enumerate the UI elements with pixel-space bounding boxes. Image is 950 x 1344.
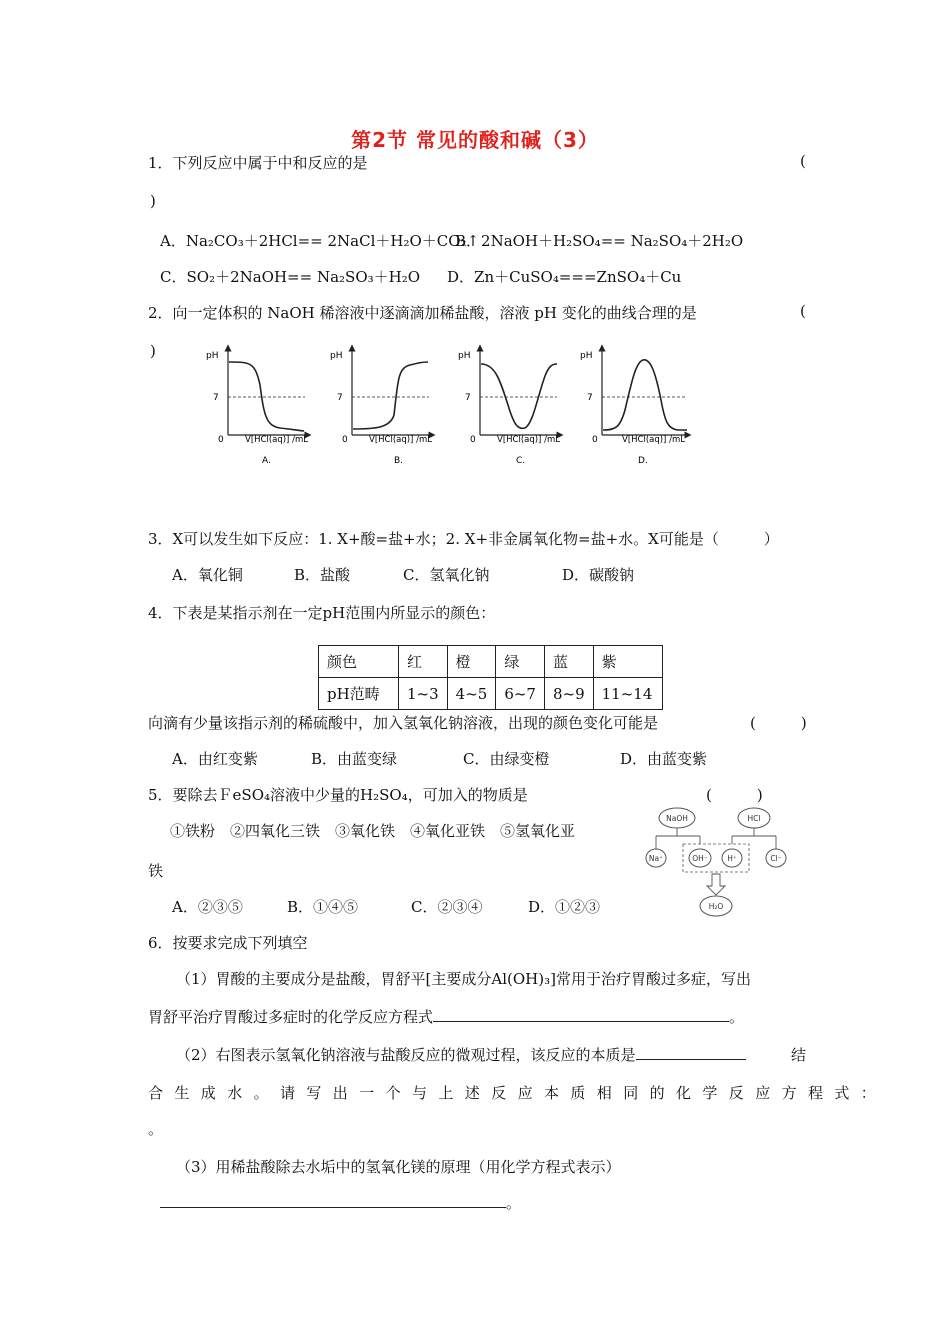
q5-option-c: C．②③④ (411, 898, 483, 916)
q1-option-b: B．2NaOH＋H₂SO₄== Na₂SO₄＋2H₂O (455, 232, 744, 250)
q6-part2-line1 (176, 1044, 746, 1065)
q4-paren: ( ) (750, 714, 807, 732)
down-arrow-icon (707, 874, 725, 895)
q6-part2-line1-end: 结 (791, 1046, 807, 1064)
graph-b-zero: 0 (342, 435, 348, 445)
q4-question: 向滴有少量该指示剂的稀硫酸中，加入氢氧化钠溶液，出现的颜色变化可能是 (148, 714, 659, 732)
graph-d-label: D. (638, 456, 648, 466)
q5-choices-cont: 铁 (148, 862, 164, 880)
h-label: H⁺ (727, 854, 737, 863)
q4-option-b: B．由蓝变绿 (311, 750, 398, 768)
table-cell: 颜色 (319, 646, 399, 678)
graph-d-ylabel: pH (580, 351, 593, 361)
graph-b (330, 348, 432, 466)
table-row (319, 678, 663, 710)
graph-c-xlabel: V[HCl(aq)] /mL (497, 435, 560, 445)
q1-stem: 1．下列反应中属于中和反应的是 (148, 154, 368, 172)
q5-option-a: A．②③⑤ (172, 898, 243, 916)
graph-b-ylabel: pH (330, 351, 343, 361)
q1-option-a: A．Na₂CO₃＋2HCl== 2NaCl＋H₂O＋CO₂↑ (160, 232, 480, 250)
q6-part1-end: 。 (729, 1008, 745, 1026)
q2-paren-open: ( (800, 302, 806, 320)
graph-c-label: C. (516, 456, 526, 466)
graph-c-ylabel: pH (458, 351, 471, 361)
q6-stem: 6．按要求完成下列填空 (148, 934, 308, 952)
table-cell: 4~5 (447, 678, 496, 710)
page-title: 第2节 常见的酸和碱（3） (351, 128, 599, 152)
q6-part2-line2: 合生成水。请写出一个与上述反应本质相同的化学反应方程式： (148, 1084, 888, 1102)
table-cell: pH范畴 (319, 678, 399, 710)
answer-blank[interactable] (160, 1193, 506, 1208)
table-cell: 蓝 (544, 646, 593, 678)
q2-stem: 2．向一定体积的 NaOH 稀溶液中逐滴滴加稀盐酸，溶液 pH 变化的曲线合理的是 (148, 304, 697, 322)
q1-option-d: D．Zn＋CuSO₄===ZnSO₄＋Cu (447, 268, 682, 286)
graph-d-zero: 0 (592, 435, 598, 445)
q3-stem: 3．X可以发生如下反应：1. X+酸=盐+水；2. X+非金属氧化物=盐+水。X可能是（ ） (148, 530, 779, 548)
table-cell: 紫 (593, 646, 662, 678)
q5-choices: ①铁粉 ②四氧化三铁 ③氧化铁 ④氧化亚铁 ⑤氢氧化亚 (170, 822, 576, 840)
q4-stem: 4．下表是某指示剂在一定pH范围内所显示的颜色： (148, 604, 496, 622)
graph-a-label: A. (262, 456, 271, 466)
q6-part3-line1: （3）用稀盐酸除去水垢中的氢氧化镁的原理（用化学方程式表示） (176, 1158, 621, 1176)
q1-option-c: C．SO₂＋2NaOH== Na₂SO₃＋H₂O (160, 268, 421, 286)
q3-option-d: D．碳酸钠 (562, 566, 635, 584)
table-cell: 8~9 (544, 678, 593, 710)
q6-part2-text: （2）右图表示氢氧化钠溶液与盐酸反应的微观过程，该反应的本质是 (176, 1046, 636, 1064)
graph-d-xlabel: V[HCl(aq)] /mL (622, 435, 685, 445)
table-cell: 11~14 (593, 678, 662, 710)
hcl-label: HCl (747, 814, 761, 823)
table-cell: 1~3 (399, 678, 448, 710)
table-cell: 红 (399, 646, 448, 678)
q5-option-b: B．①④⑤ (287, 898, 359, 916)
naoh-label: NaOH (666, 814, 688, 823)
table-cell: 橙 (447, 646, 496, 678)
q6-part3-end: 。 (506, 1194, 522, 1212)
q3-option-c: C．氢氧化钠 (403, 566, 490, 584)
q4-option-a: A．由红变紫 (172, 750, 258, 768)
q5-option-d: D．①②③ (528, 898, 601, 916)
ph-curves-figure (200, 340, 710, 470)
graph-c-seven: 7 (465, 393, 471, 403)
q3-option-b: B．盐酸 (294, 566, 351, 584)
table-cell: 6~7 (496, 678, 545, 710)
q4-option-d: D．由蓝变紫 (620, 750, 708, 768)
graph-b-xlabel: V[HCl(aq)] /mL (369, 435, 432, 445)
graph-a-zero: 0 (218, 435, 224, 445)
oh-label: OH⁻ (692, 854, 708, 863)
graph-d-seven: 7 (587, 393, 593, 403)
graph-a-seven: 7 (213, 393, 219, 403)
table-row (319, 646, 663, 678)
q5-paren: ( ) (706, 786, 763, 804)
na-label: Na⁺ (648, 854, 664, 863)
graph-a-ylabel: pH (206, 351, 219, 361)
q6-part1-text: 胃舒平治疗胃酸过多症时的化学反应方程式 (148, 1008, 434, 1026)
answer-blank[interactable] (636, 1045, 746, 1060)
graph-d (580, 348, 688, 466)
q4-option-c: C．由绿变橙 (463, 750, 550, 768)
q1-paren-open: ( (800, 152, 806, 170)
graph-b-label: B. (394, 456, 404, 466)
graph-b-seven: 7 (337, 393, 343, 403)
q6-part3-line2 (160, 1192, 521, 1213)
answer-blank[interactable] (433, 1007, 729, 1022)
q6-part1-line1: （1）胃酸的主要成分是盐酸，胃舒平[主要成分Al(OH)₃]常用于治疗胃酸过多症，写出 (176, 970, 751, 988)
graph-a (206, 348, 308, 466)
q6-part1-line2 (148, 1006, 744, 1027)
graph-a-xlabel: V[HCl(aq)] /mL (245, 435, 308, 445)
table-cell: 绿 (496, 646, 545, 678)
q6-part2-line3: 。 (148, 1120, 164, 1138)
graph-c-zero: 0 (470, 435, 476, 445)
cl-label: Cl⁻ (770, 854, 782, 863)
h2o-label: H₂O (708, 902, 724, 911)
indicator-color-table (318, 645, 663, 710)
neutralization-diagram (640, 806, 805, 922)
q5-stem: 5．要除去ＦeSO₄溶液中少量的H₂SO₄，可加入的物质是 (148, 786, 528, 804)
q3-option-a: A．氧化铜 (172, 566, 243, 584)
graph-c (458, 348, 560, 466)
q1-paren-close: ) (150, 192, 156, 210)
q2-paren-close: ) (150, 342, 156, 360)
